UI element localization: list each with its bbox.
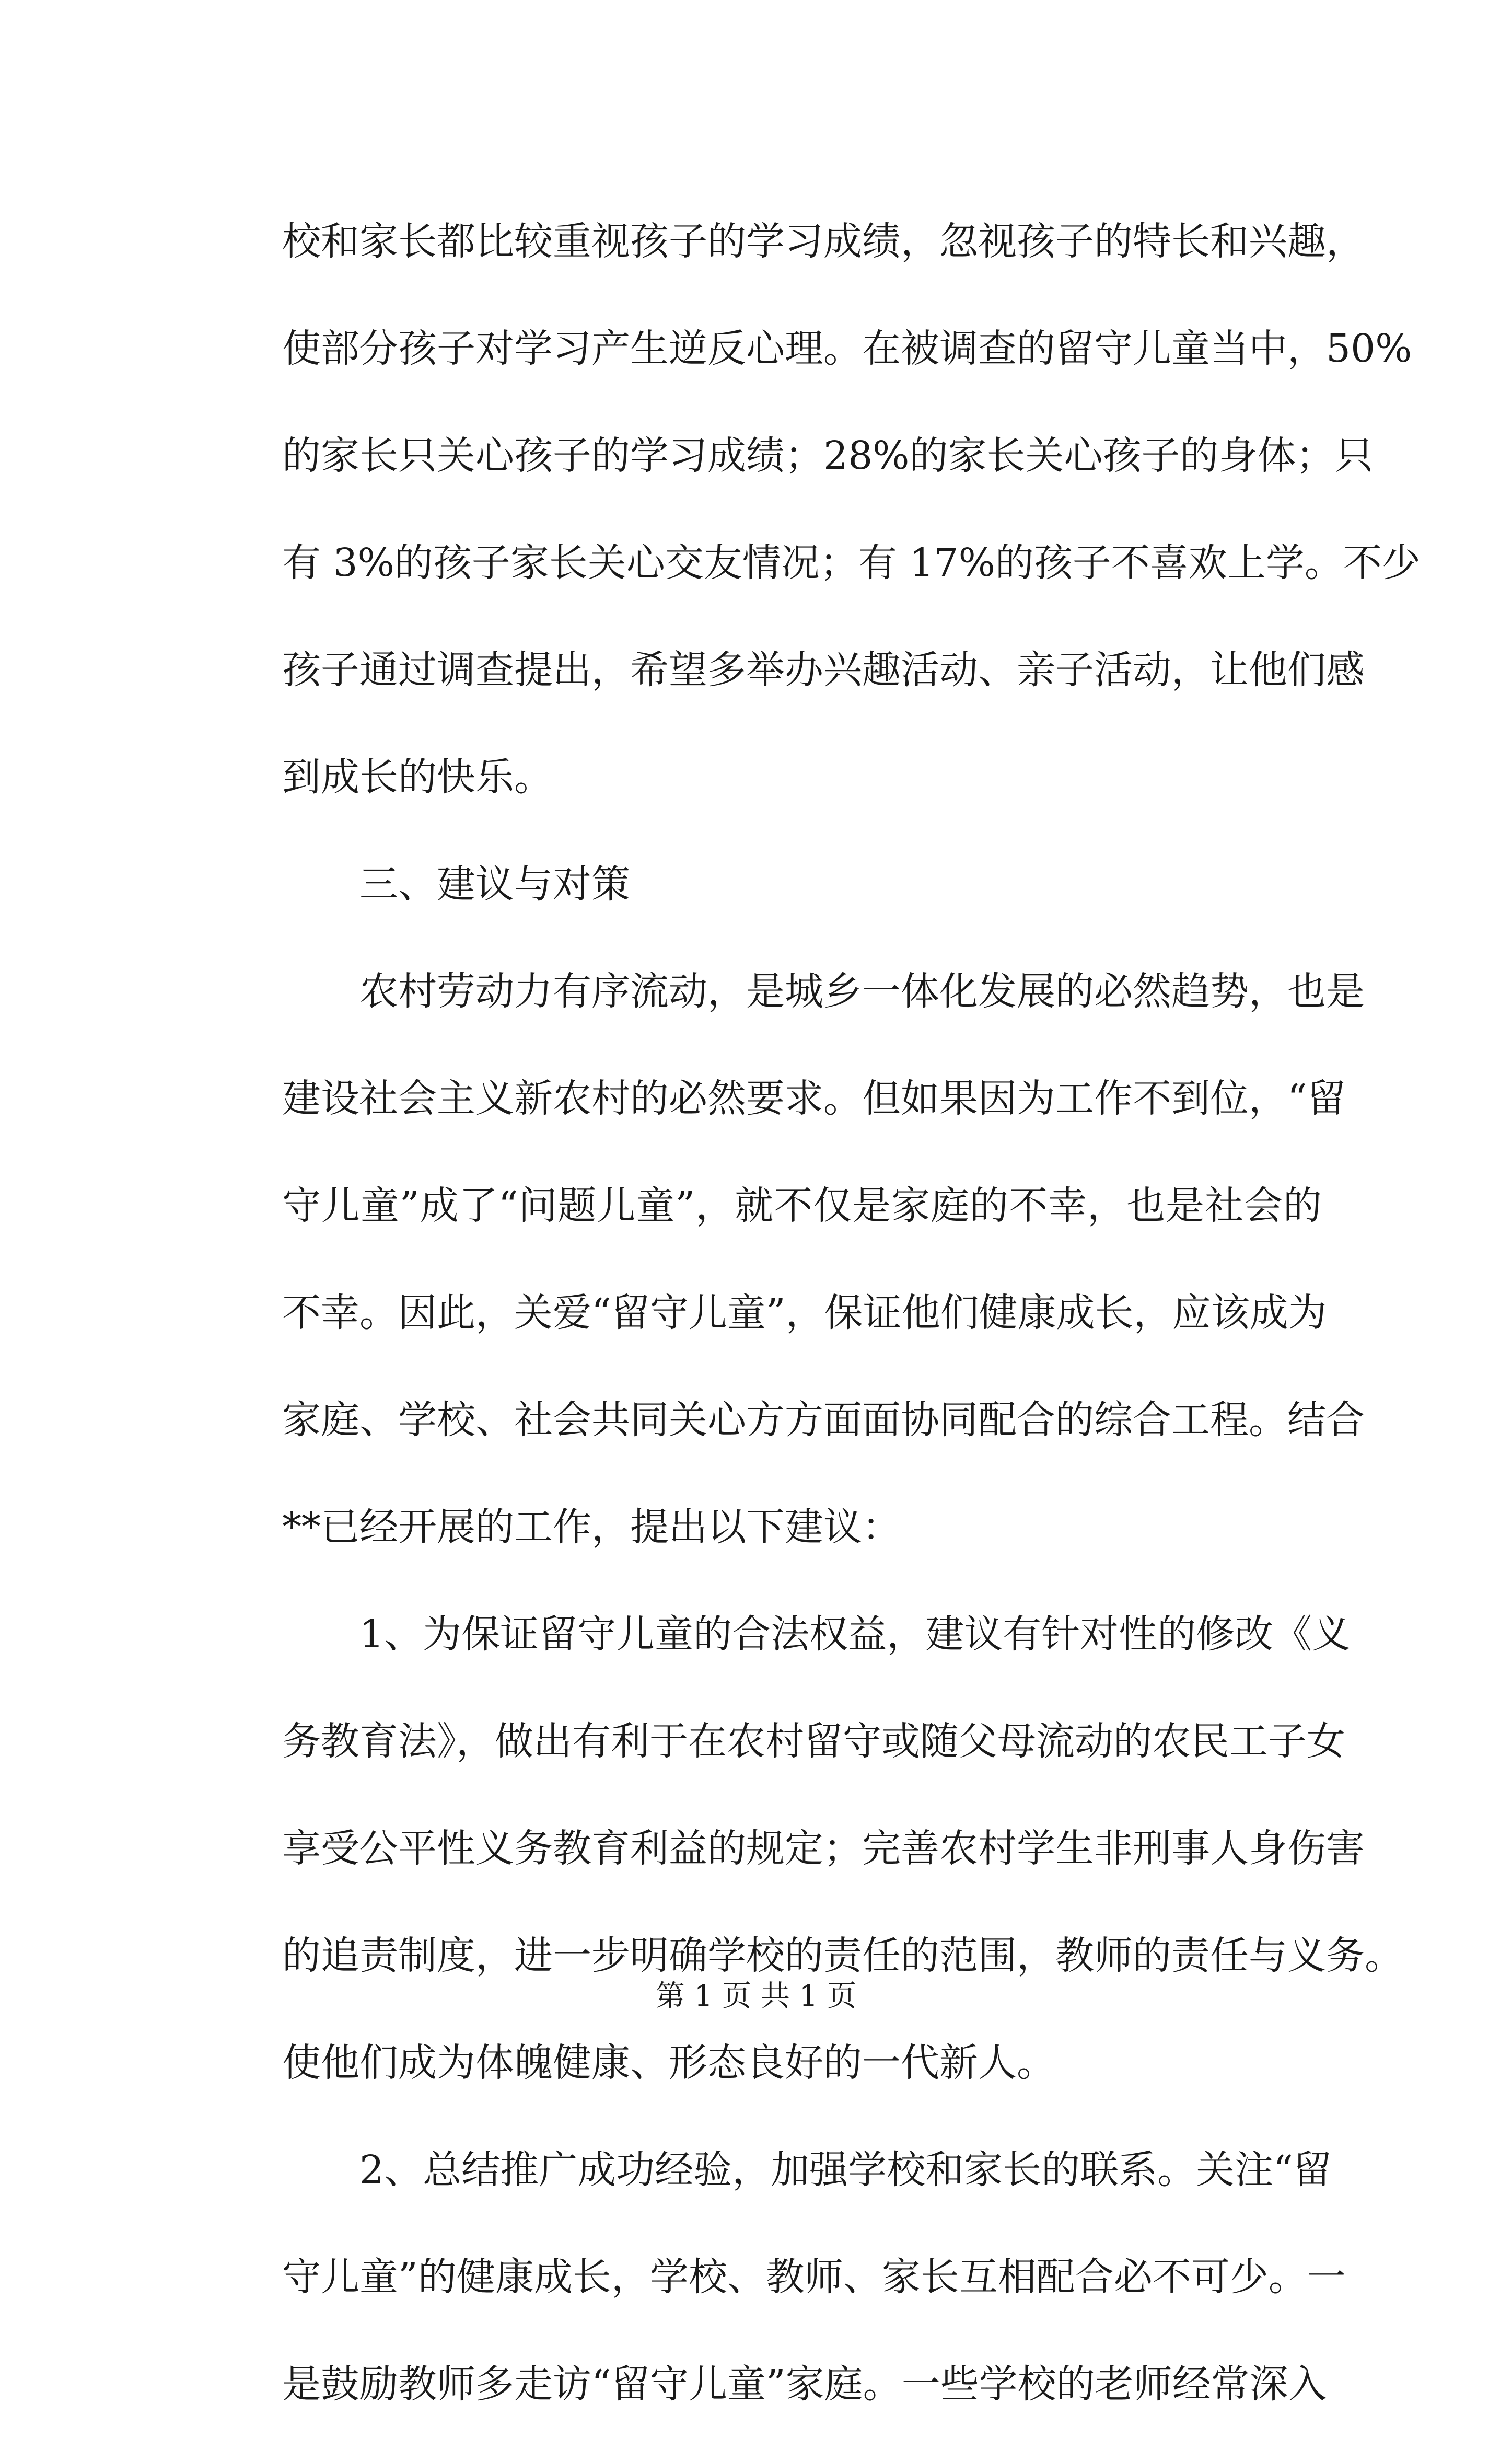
text-line: 是鼓励教师多走访“留守儿童”家庭。一些学校的老师经常深入 [282, 2362, 1327, 2407]
text-line: 校和家长都比较重视孩子的学习成绩，忽视孩子的特长和兴趣， [282, 219, 1365, 264]
text-line: 守儿童”的健康成长，学校、教师、家长互相配合必不可少。一 [282, 2255, 1346, 2300]
text-line: 享受公平性义务教育利益的规定；完善农村学生非刑事人身伤害 [282, 1826, 1365, 1871]
text-line: 1、为保证留守儿童的合法权益，建议有针对性的修改《义 [359, 1612, 1351, 1657]
text-line: 孩子通过调查提出，希望多举办兴趣活动、亲子活动，让他们感 [282, 648, 1365, 692]
text-line: 的追责制度，进一步明确学校的责任的范围，教师的责任与义务。 [282, 1933, 1403, 1978]
section-heading: 三、建议与对策 [359, 862, 630, 907]
text-line: **已经开展的工作，提出以下建议： [282, 1505, 901, 1550]
text-line: 建设社会主义新农村的必然要求。但如果因为工作不到位，“留 [282, 1076, 1346, 1121]
page-footer: 第 1 页 共 1 页 [655, 1979, 857, 2013]
text-line: 不幸。因此，关爱“留守儿童”，保证他们健康成长，应该成为 [282, 1290, 1327, 1335]
text-line: 守儿童”成了“问题儿童”，就不仅是家庭的不幸，也是社会的 [282, 1183, 1322, 1228]
document-body [282, 188, 1421, 2438]
text-line: 农村劳动力有序流动，是城乡一体化发展的必然趋势，也是 [359, 969, 1365, 1014]
text-line: 使他们成为体魄健康、形态良好的一代新人。 [282, 2040, 1055, 2085]
text-line: 2、总结推广成功经验，加强学校和家长的联系。关注“留 [359, 2147, 1332, 2192]
text-line: 的家长只关心孩子的学习成绩；28%的家长关心孩子的身体；只 [282, 433, 1374, 478]
text-line: 务教育法》，做出有利于在农村留守或随父母流动的农民工子女 [282, 1719, 1345, 1764]
text-line: 使部分孩子对学习产生逆反心理。在被调查的留守儿童当中，50% [282, 326, 1412, 371]
text-line: 到成长的快乐。 [282, 755, 553, 800]
text-line: 家庭、学校、社会共同关心方方面面协同配合的综合工程。结合 [282, 1397, 1365, 1442]
text-line: 有 3%的孩子家长关心交友情况；有 17%的孩子不喜欢上学。不少 [282, 540, 1421, 585]
